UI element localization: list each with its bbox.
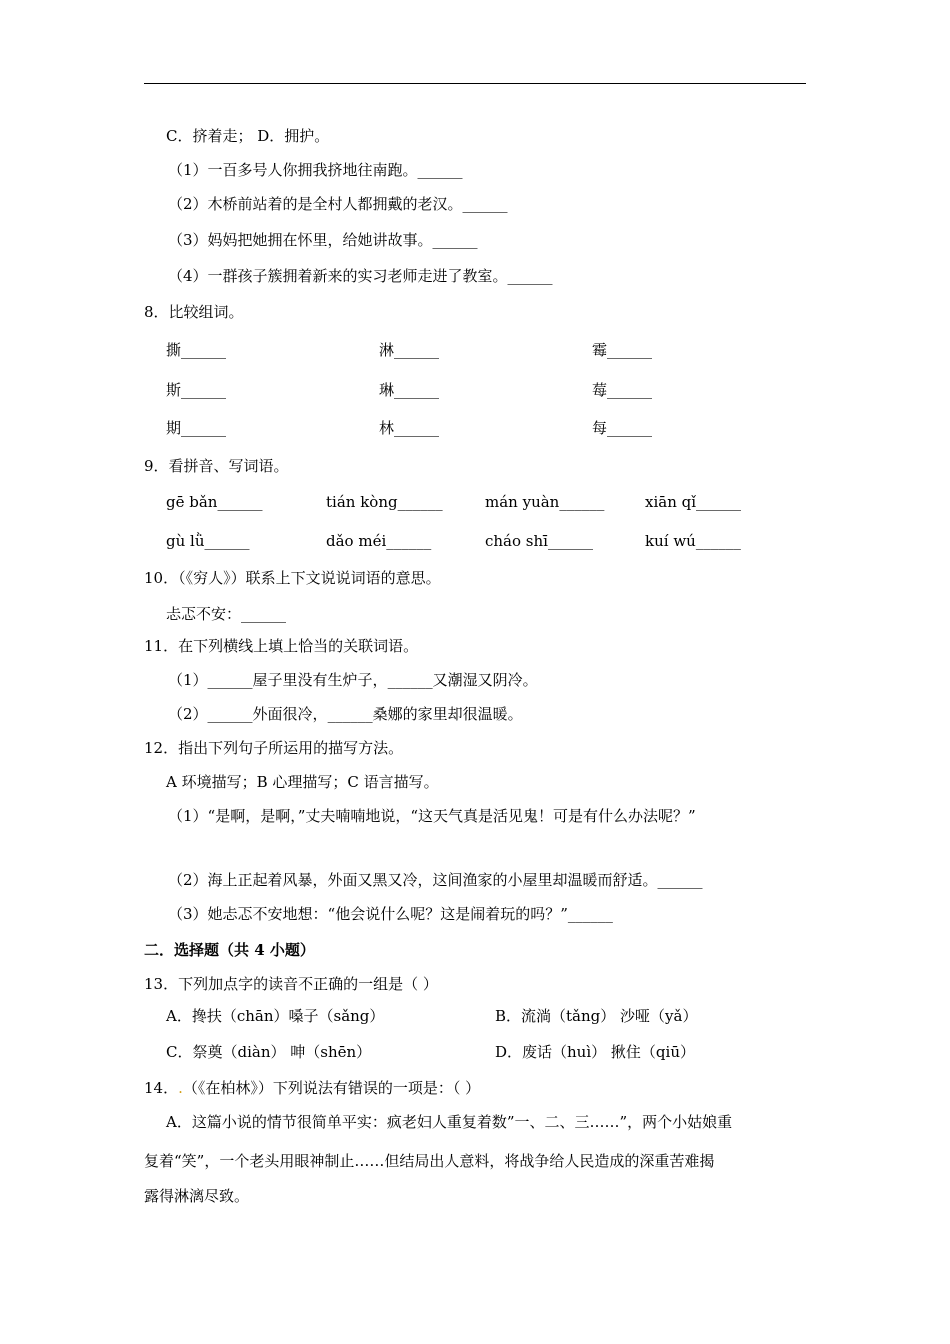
- q7-item-1: （1）一百多号人你拥我挤地往南跑。______: [168, 161, 463, 179]
- q9-pinyin-4: xiān qǐ______: [645, 493, 742, 511]
- q14-option-a-line-2[interactable]: 复着“笑”，一个老头用眼神制止……但结局出人意料，将战争给人民造成的深重苦难揭: [144, 1152, 715, 1170]
- section-heading: 二．选择题（共 4 小题）: [144, 941, 315, 959]
- header-rule: [144, 83, 806, 84]
- q8-word-9: 每______: [592, 419, 653, 437]
- q8-word-3: 霉______: [592, 341, 653, 359]
- q14-title: 14．.（《在柏林》）下列说法有错误的一项是：（ ）: [144, 1079, 481, 1097]
- q11-item-2: （2）______外面很冷，______桑娜的家里却很温暖。: [168, 705, 523, 723]
- q9-pinyin-5: gù lǜ______: [166, 532, 250, 550]
- q9-pinyin-2: tián kòng______: [326, 493, 443, 511]
- answer-blank[interactable]: ______: [507, 267, 553, 285]
- q8-word-6: 莓______: [592, 381, 653, 399]
- q9-pinyin-8: kuí wú______: [645, 532, 741, 550]
- q7-item-4: （4）一群孩子簇拥着新来的实习老师走进了教室。______: [168, 267, 553, 285]
- q13-option-c[interactable]: C．祭奠（diàn） 呻（shēn）: [166, 1043, 372, 1061]
- q13-option-a[interactable]: A．搀扶（chān）嗓子（sǎng）: [166, 1007, 385, 1025]
- q8-word-4: 斯______: [166, 381, 227, 399]
- q13-title: 13．下列加点字的读音不正确的一组是（ ）: [144, 975, 438, 993]
- q9-pinyin-3: mán yuàn______: [485, 493, 605, 511]
- answer-blank[interactable]: ______: [462, 195, 508, 213]
- q9-pinyin-1: gē bǎn______: [166, 493, 263, 511]
- q8-word-8: 林______: [379, 419, 440, 437]
- q12-item-2: （2）海上正起着风暴，外面又黑又冷，这间渔家的小屋里却温暖而舒适。______: [168, 871, 703, 889]
- q8-word-1: 撕______: [166, 341, 227, 359]
- q7-item-2: （2）木桥前站着的是全村人都拥戴的老汉。______: [168, 195, 508, 213]
- q8-word-7: 期______: [166, 419, 227, 437]
- q8-word-2: 淋______: [379, 341, 440, 359]
- q8-word-5: 琳______: [379, 381, 440, 399]
- q13-option-d[interactable]: D．废话（huì） 揪住（qiū）: [495, 1043, 695, 1061]
- q11-item-1: （1）______屋子里没有生炉子，______又潮湿又阴冷。: [168, 671, 538, 689]
- answer-blank[interactable]: ______: [432, 231, 478, 249]
- answer-blank[interactable]: ______: [417, 161, 463, 179]
- q10-title: 10．（《穷人》）联系上下文说说词语的意思。: [144, 569, 441, 587]
- q9-pinyin-7: cháo shī______: [485, 532, 593, 550]
- q7-options: C．挤着走； D．拥护。: [166, 127, 330, 145]
- q8-title: 8．比较组词。: [144, 303, 244, 321]
- q14-option-a-line-1[interactable]: A．这篇小说的情节很简单平实：疯老妇人重复着数”一、二、三……”，两个小姑娘重: [166, 1113, 733, 1131]
- q7-item-3: （3）妈妈把她拥在怀里，给她讲故事。______: [168, 231, 478, 249]
- q13-option-b[interactable]: B．流淌（tǎng） 沙哑（yǎ）: [495, 1007, 698, 1025]
- q14-option-a-line-3[interactable]: 露得淋漓尽致。: [144, 1187, 250, 1205]
- q10-item: 忐忑不安：______: [166, 605, 287, 623]
- q14-mark: .: [178, 1079, 183, 1097]
- q9-title: 9．看拼音、写词语。: [144, 457, 289, 475]
- q12-item-3: （3）她忐忑不安地想：“他会说什么呢？这是闹着玩的吗？”______: [168, 905, 613, 923]
- q11-title: 11．在下列横线上填上恰当的关联词语。: [144, 637, 419, 655]
- q12-title: 12．指出下列句子所运用的描写方法。: [144, 739, 404, 757]
- q9-pinyin-6: dǎo méi______: [326, 532, 432, 550]
- q12-options: A 环境描写；B 心理描写；C 语言描写。: [166, 773, 439, 791]
- q12-item-1: （1）“是啊，是啊，”丈夫喃喃地说，“这天气真是活见鬼！可是有什么办法呢？”: [168, 807, 696, 825]
